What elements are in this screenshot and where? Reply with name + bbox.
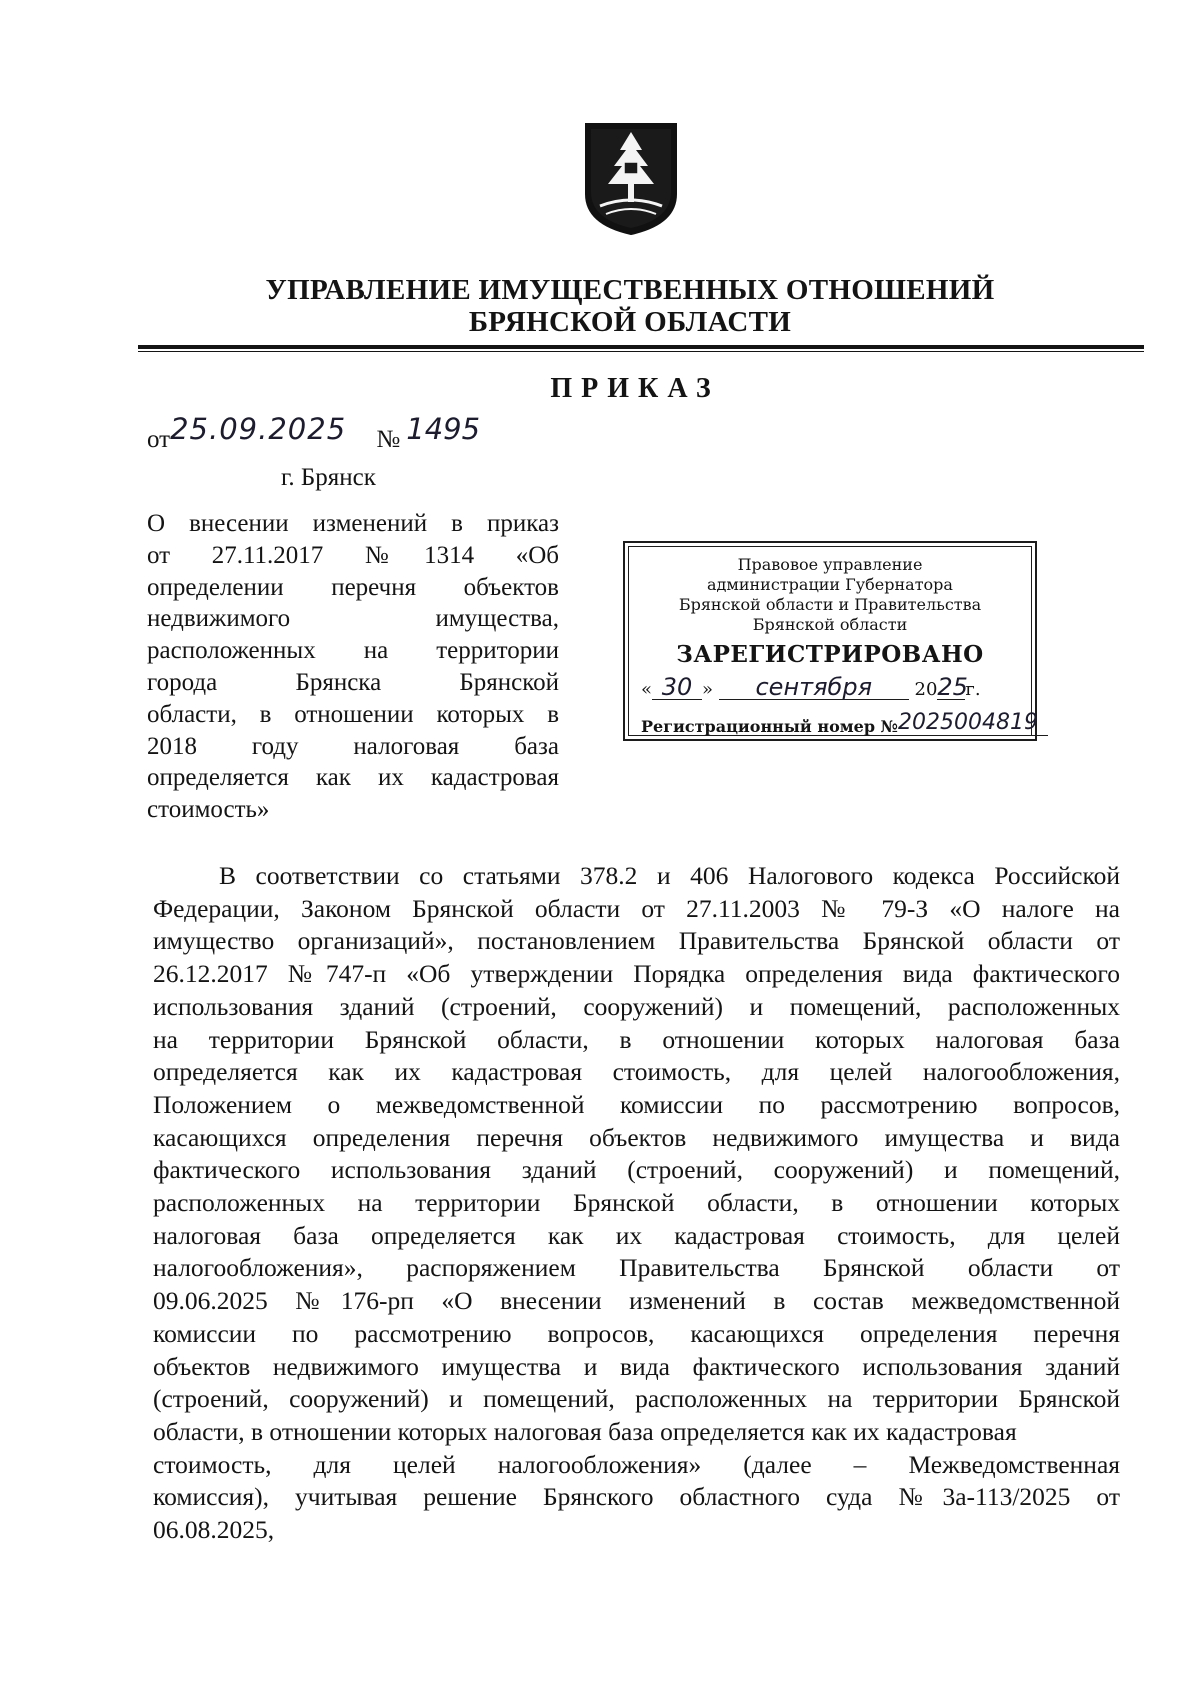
- stamp-registered-word: ЗАРЕГИСТРИРОВАНО: [676, 641, 984, 668]
- body-line: (строений, сооружений) и помещений, расположенных на территории Брянской: [153, 1384, 1120, 1414]
- registration-stamp: [623, 541, 1037, 741]
- stamp-year-unit: г.: [965, 679, 981, 700]
- body-line: области, в отношении которых налоговая база определяется как их кадастровая: [153, 1416, 1017, 1446]
- subject-line: определяется как их кадастровая: [147, 764, 559, 792]
- subject-line: недвижимого имущества,: [147, 605, 559, 633]
- stamp-month: сентября: [719, 675, 909, 700]
- order-body-text: [153, 860, 1120, 1547]
- stamp-date-row: « 30 » сентября 2025г.: [641, 673, 981, 701]
- document-type-title: ПРИКАЗ: [550, 373, 720, 404]
- subject-line: 2018 году налоговая база: [147, 732, 559, 760]
- subject-line: расположенных на территории: [147, 637, 559, 665]
- body-line: объектов недвижимого имущества и вида фактического использования зданий: [153, 1351, 1120, 1381]
- body-line: на территории Брянской области, в отношении которых налоговая база: [153, 1024, 1120, 1054]
- order-date: 25.09.2025: [170, 412, 347, 446]
- body-line: фактического использования зданий (строений, сооружений) и помещений,: [153, 1155, 1120, 1185]
- subject-line: определении перечня объектов: [147, 573, 559, 601]
- body-line: 06.08.2025,: [153, 1515, 275, 1545]
- body-line: Положением о межведомственной комиссии по рассмотрению вопросов,: [153, 1089, 1120, 1119]
- body-line: Федерации, Законом Брянской области от 27.11.2003 № 79-З «О налоге на: [153, 893, 1120, 923]
- body-line: В соответствии со статьями 378.2 и 406 Налогового кодекса Российской: [219, 861, 1120, 890]
- order-subject: [147, 508, 559, 826]
- stamp-org-line: Брянской области: [752, 615, 908, 634]
- subject-line: области, в отношении которых в: [147, 700, 559, 728]
- brjansk-coat-of-arms-icon: [582, 120, 680, 236]
- stamp-org-line: Правовое управление: [737, 555, 923, 574]
- stamp-registration-row: [641, 710, 1038, 736]
- order-city: г. Брянск: [281, 464, 376, 491]
- subject-line: города Брянска Брянской: [147, 668, 559, 696]
- body-line: 09.06.2025 №176-рп «О внесении изменений в состав межведомственной: [153, 1286, 1120, 1316]
- order-number: 1495: [406, 412, 481, 446]
- body-line: комиссия), учитывая решение Брянского областного суда №3а-113/2025 от: [153, 1482, 1120, 1512]
- body-line: комиссии по рассмотрению вопросов, касающихся определения перечня: [153, 1318, 1120, 1348]
- stamp-org-line: Брянской области и Правительства: [678, 595, 982, 614]
- body-line: касающихся определения перечня объектов недвижимого имущества и вида: [153, 1122, 1120, 1152]
- body-line: налогообложения», распоряжением Правительства Брянской области от: [153, 1253, 1120, 1283]
- stamp-year-suffix: 25: [937, 673, 968, 701]
- header-rule-thick: [138, 345, 1144, 349]
- order-date-prefix: от: [147, 426, 171, 453]
- header-rule-thin: [138, 351, 1144, 352]
- body-line: имущество организаций», постановлением Правительства Брянской области от: [153, 926, 1120, 956]
- order-number-prefix: №: [376, 426, 401, 453]
- organization-name-line2: БРЯНСКОЙ ОБЛАСТИ: [468, 306, 792, 338]
- subject-line: стоимость»: [147, 796, 270, 824]
- body-line: определяется как их кадастровая стоимость, для целей налогообложения,: [153, 1057, 1120, 1087]
- body-line: стоимость, для целей налогообложения» (далее – Межведомственная: [153, 1449, 1120, 1479]
- stamp-org-line: администрации Губернатора: [707, 575, 953, 594]
- body-line: 26.12.2017 №747-п «Об утверждении Порядка определения вида фактического: [153, 959, 1120, 989]
- stamp-reg-number: 2025004819: [898, 711, 1048, 736]
- organization-name-line1: УПРАВЛЕНИЕ ИМУЩЕСТВЕННЫХ ОТНОШЕНИЙ: [265, 274, 995, 306]
- stamp-day: 30: [652, 675, 702, 700]
- order-date-line: [147, 412, 481, 454]
- body-line: налоговая база определяется как их кадастровая стоимость, для целей: [153, 1220, 1120, 1250]
- stamp-year-prefix: 20: [914, 679, 938, 700]
- subject-line: от 27.11.2017 №1314 «Об: [147, 541, 559, 569]
- body-line: использования зданий (строений, сооружений) и помещений, расположенных: [153, 991, 1120, 1021]
- stamp-reg-label: Регистрационный номер №: [641, 717, 898, 736]
- subject-line: О внесении изменений в приказ: [147, 510, 559, 537]
- body-line: расположенных на территории Брянской области, в отношении которых: [153, 1188, 1120, 1218]
